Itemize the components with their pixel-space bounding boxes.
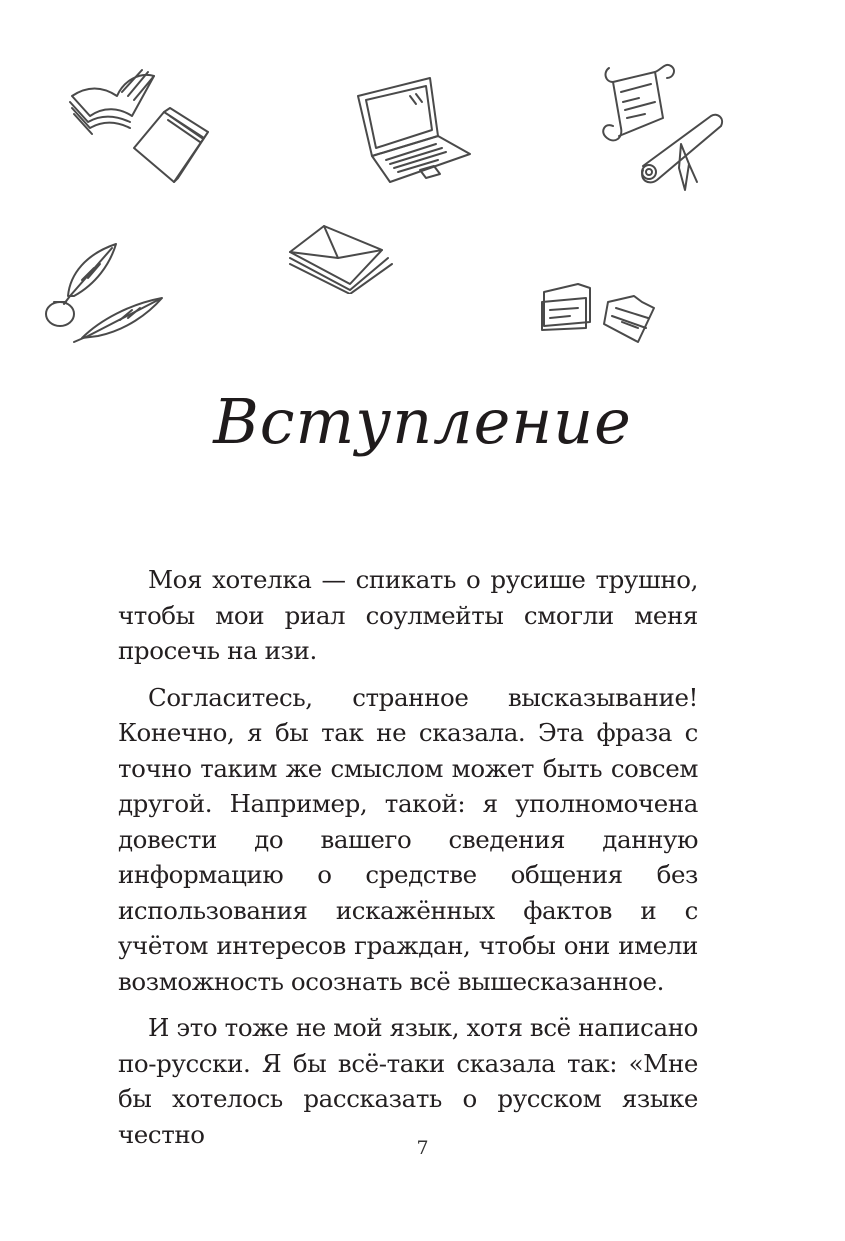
chapter-title: Вступление	[213, 385, 632, 458]
paragraph-2: Согласитесь, странное высказывание! Конечно, я бы так не сказала. Эта фраза с точно таким же смыслом может быть совсем другой. Например, такой: я уполномочена довести до вашего сведения данную информацию о средстве общения без использования искажённых фактов и с учётом интересов граждан, чтобы они имели возможность осознать всё вышесказанное.	[118, 682, 698, 996]
folders-icon	[538, 278, 660, 346]
body-text	[118, 562, 698, 1163]
page-number: 7	[416, 1137, 429, 1159]
quill-inkwell-icon	[40, 238, 168, 346]
scrolls-icon	[585, 58, 730, 200]
paragraph-3: И это тоже не мой язык, хотя всё написано по-русски. Я бы всё-таки сказала так: «Мне бы хотелось рассказать о русском языке честно	[118, 1013, 698, 1149]
envelopes-icon	[284, 222, 396, 294]
laptop-icon	[350, 74, 474, 186]
paragraph-1: Моя хотелка — спикать о русише трушно, чтобы мои риал соулмейты смогли меня просечь на изи.	[118, 565, 698, 665]
books-icon	[62, 58, 212, 190]
